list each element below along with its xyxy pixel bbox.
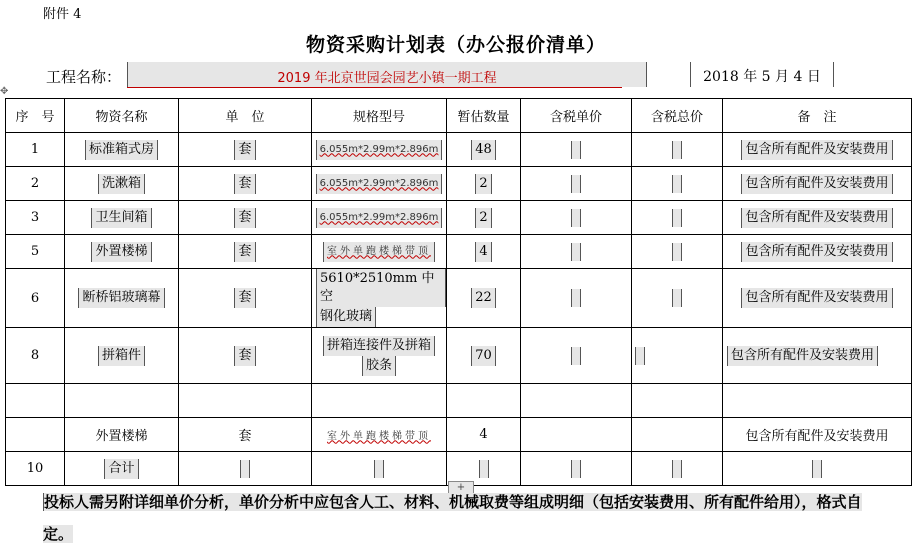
spec-field[interactable]: 室外单跑楼梯带顶 — [323, 242, 435, 262]
spec-field[interactable] — [374, 460, 384, 478]
cell-qty: 4 — [447, 418, 521, 452]
name-field[interactable]: 拼箱件 — [98, 346, 145, 366]
remark-field[interactable]: 包含所有配件及安装费用 — [741, 242, 892, 262]
table-move-handle-icon[interactable]: ✥ — [0, 86, 9, 97]
date-value: 2018 年 5 月 4 日 — [703, 69, 821, 85]
qty-field[interactable]: 2 — [475, 208, 491, 228]
remark-field[interactable]: 包含所有配件及安装费用 — [741, 140, 892, 160]
unit-price-field[interactable] — [571, 209, 581, 227]
total-label-field[interactable]: 合计 — [104, 459, 138, 479]
unit-price-field[interactable] — [571, 175, 581, 193]
qty-field[interactable]: 48 — [471, 140, 496, 160]
header-name: 物资名称 — [65, 99, 179, 133]
total-price-field[interactable] — [635, 347, 645, 365]
project-name-value: 2019 年北京世园会园艺小镇一期工程 — [277, 71, 497, 86]
spec-field[interactable]: 6.055m*2.99m*2.896m — [316, 208, 443, 228]
unit-field[interactable]: 套 — [234, 208, 255, 228]
unit-field[interactable] — [240, 460, 250, 478]
qty-field[interactable] — [479, 460, 489, 478]
name-field[interactable]: 标准箱式房 — [85, 140, 158, 160]
table-row — [6, 418, 912, 452]
unit-price-field[interactable] — [571, 289, 581, 307]
header-remark: 备 注 — [723, 99, 912, 133]
name-field[interactable]: 卫生间箱 — [91, 208, 151, 228]
total-price-field[interactable] — [672, 175, 682, 193]
qty-field[interactable]: 70 — [471, 346, 496, 366]
spec-field-line2[interactable]: 胶条 — [362, 356, 396, 376]
bidder-note-text[interactable]: 投标人需另附详细单价分析，单价分析中应包含人工、材料、机械取费等组成明细（包括安装费用、所有配件给用），格式自定。 — [43, 493, 862, 543]
header-no: 序 号 — [6, 99, 65, 133]
unit-price-field[interactable] — [571, 243, 581, 261]
project-name-underline — [127, 87, 622, 88]
cell-no — [6, 418, 65, 452]
remark-field[interactable]: 包含所有配件及安装费用 — [741, 174, 892, 194]
project-name-field[interactable] — [127, 62, 647, 87]
header-unit-price: 含税单价 — [521, 99, 632, 133]
table-row — [6, 133, 912, 167]
unit-price-field[interactable] — [571, 141, 581, 159]
spec-field[interactable]: 6.055m*2.99m*2.896m — [316, 140, 443, 160]
cell-no: 6 — [6, 269, 65, 328]
remark-field[interactable]: 包含所有配件及安装费用 — [741, 208, 892, 228]
name-field[interactable]: 洗漱箱 — [98, 174, 145, 194]
header-unit: 单 位 — [179, 99, 312, 133]
page-title: 物资采购计划表（办公报价清单） — [305, 34, 606, 56]
header-total-price: 含税总价 — [632, 99, 723, 133]
qty-field[interactable]: 4 — [475, 242, 491, 262]
qty-field[interactable]: 22 — [471, 288, 496, 308]
table-row — [6, 201, 912, 235]
total-price-field[interactable] — [672, 289, 682, 307]
unit-field[interactable]: 套 — [234, 288, 255, 308]
procurement-table — [5, 98, 912, 486]
cell-no: 2 — [6, 167, 65, 201]
total-price-field[interactable] — [672, 141, 682, 159]
unit-field[interactable]: 套 — [234, 140, 255, 160]
cell-unit: 套 — [179, 418, 312, 452]
table-header-row — [6, 99, 912, 133]
cell-unit-price — [521, 418, 632, 452]
cell-no: 3 — [6, 201, 65, 235]
date-field[interactable] — [690, 62, 834, 87]
header-qty: 暂估数量 — [447, 99, 521, 133]
table-row — [6, 235, 912, 269]
unit-price-field[interactable] — [571, 347, 581, 365]
header-spec: 规格型号 — [312, 99, 447, 133]
name-field[interactable]: 外置楼梯 — [91, 242, 151, 262]
cell-name: 外置楼梯 — [65, 418, 179, 452]
name-field[interactable]: 断桥铝玻璃幕 — [78, 288, 164, 308]
qty-field[interactable]: 2 — [475, 174, 491, 194]
project-name-label: 工程名称： — [46, 68, 122, 86]
cell-no: 1 — [6, 133, 65, 167]
unit-field[interactable]: 套 — [234, 346, 255, 366]
total-price-field[interactable] — [672, 243, 682, 261]
add-row-plus-icon[interactable]: + — [448, 481, 474, 495]
table-row — [6, 269, 912, 328]
table-row — [6, 167, 912, 201]
cell-remark: 包含所有配件及安装费用 — [723, 418, 912, 452]
spec-field-line2[interactable]: 钢化玻璃 — [316, 307, 376, 327]
total-price-field[interactable] — [672, 460, 682, 478]
unit-price-field[interactable] — [571, 460, 581, 478]
annex-label: 附件 4 — [43, 7, 82, 22]
remark-field[interactable]: 包含所有配件及安装费用 — [741, 288, 892, 308]
total-price-field[interactable] — [672, 209, 682, 227]
remark-field[interactable]: 包含所有配件及安装费用 — [727, 346, 878, 366]
spec-field-line1[interactable]: 5610*2510mm 中空 — [316, 269, 446, 307]
table-row — [6, 328, 912, 384]
bidder-note — [43, 486, 883, 550]
remark-field[interactable] — [812, 460, 822, 478]
spec-field[interactable]: 6.055m*2.99m*2.896m — [316, 174, 443, 194]
table-row-empty — [6, 384, 912, 418]
cell-no: 10 — [6, 452, 65, 486]
cell-spec: 室外单跑楼梯带顶 — [312, 418, 447, 452]
unit-field[interactable]: 套 — [234, 242, 255, 262]
cell-no: 8 — [6, 328, 65, 384]
spec-field-line1[interactable]: 拼箱连接件及拼箱 — [323, 336, 435, 356]
cell-total-price — [632, 418, 723, 452]
cell-no: 5 — [6, 235, 65, 269]
unit-field[interactable]: 套 — [234, 174, 255, 194]
